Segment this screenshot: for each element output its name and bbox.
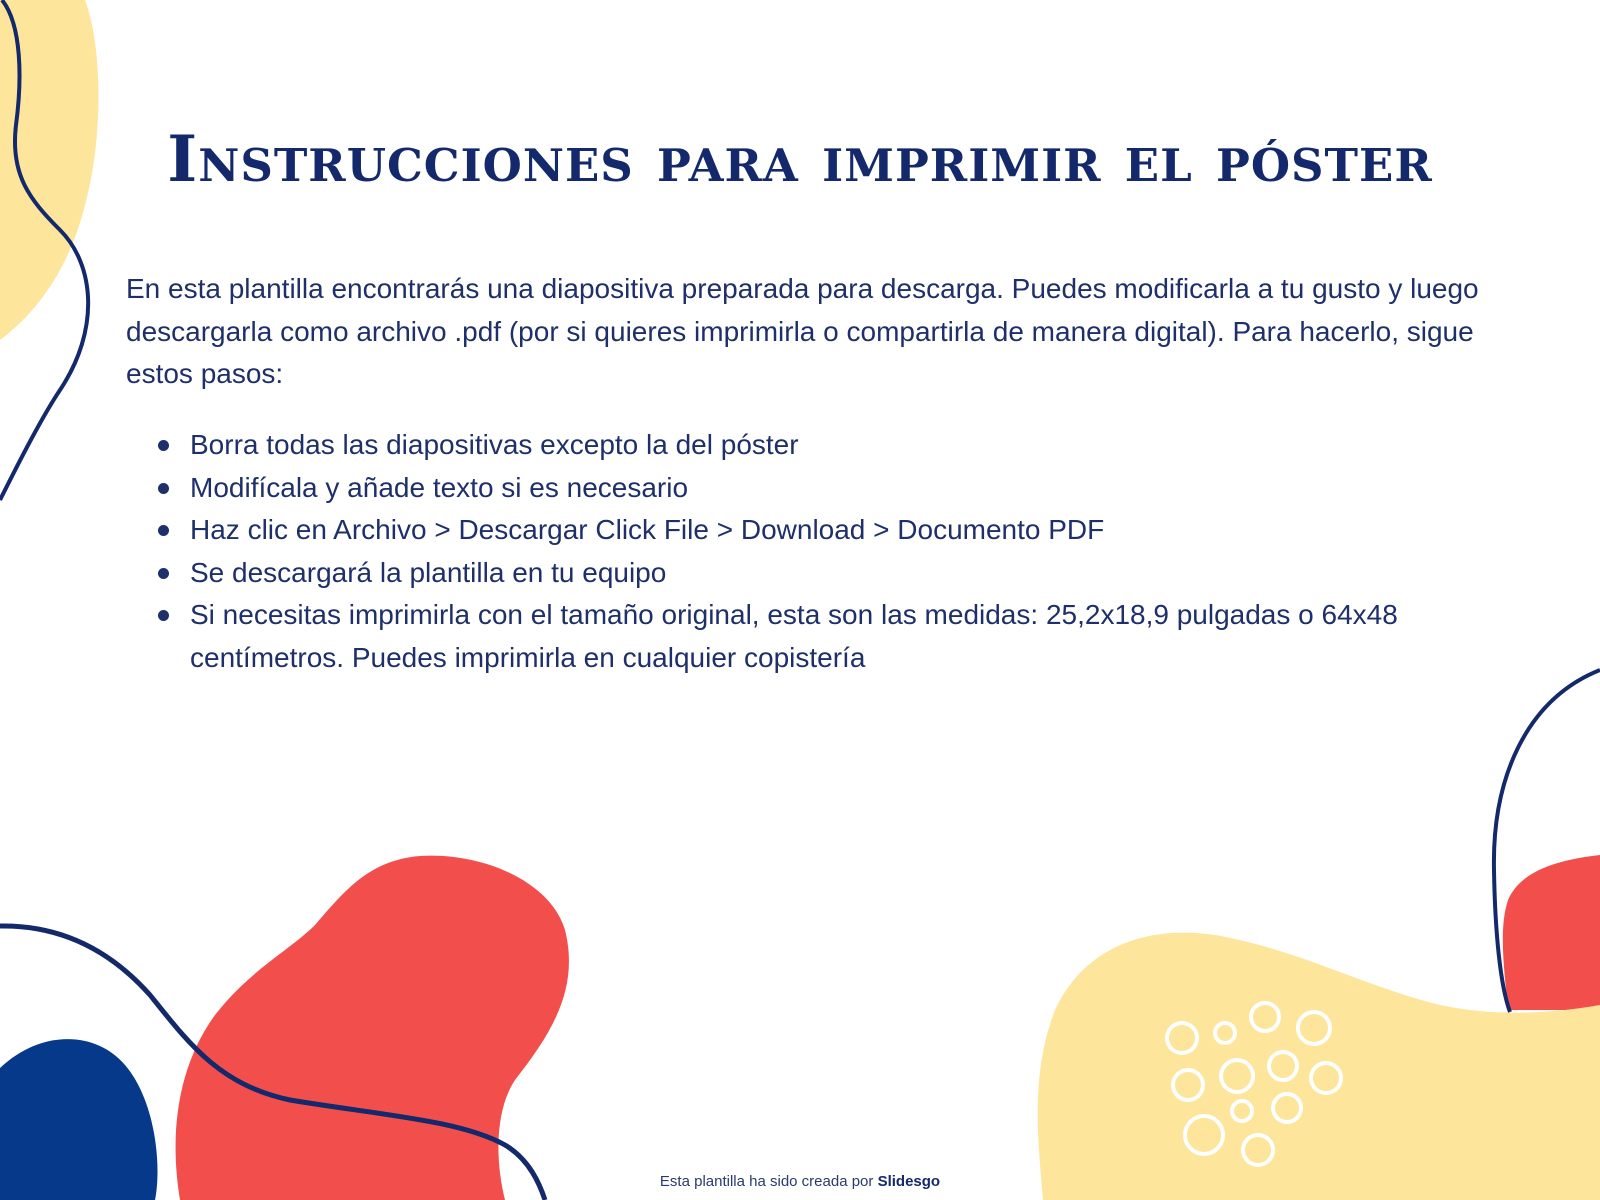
list-item-text: Modifícala y añade texto si es necesario xyxy=(190,471,689,503)
list-item-text: Borra todas las diapositivas excepto la del póster xyxy=(190,429,799,460)
footer-text: Esta plantilla ha sido creada por xyxy=(659,1173,878,1190)
bullet-icon xyxy=(158,568,169,579)
list-item-text: Si necesitas imprimirla con el tamaño original, esta son las medidas: 25,2x18,9 pulgadas o 64x48 centímetros. Puedes imprimirla en cualquier copistería xyxy=(190,599,1398,673)
bullet-icon xyxy=(158,440,169,451)
list-item xyxy=(126,509,1486,552)
bullet-icon xyxy=(158,483,169,494)
bullet-icon xyxy=(158,525,169,536)
list-item-text: Haz clic en Archivo > Descargar Click File > Download > Documento PDF xyxy=(190,514,1105,545)
list-item xyxy=(126,594,1486,679)
list-item xyxy=(126,424,1486,467)
list-item xyxy=(126,467,1486,510)
list-item-text: Se descargará la plantilla en tu equipo xyxy=(190,556,667,588)
list-item xyxy=(126,552,1486,595)
red-blob-bottom-right xyxy=(1503,855,1600,1010)
footer-brand-link[interactable]: Slidesgo xyxy=(877,1173,941,1190)
page-title: Instrucciones para imprimir el póster xyxy=(167,122,1433,197)
intro-paragraph: En esta plantilla encontrarás una diapositiva preparada para descarga. Puedes modificarla a tu gusto y luego descargarla como archivo .pdf (por si quieres imprimirla o compartirla de manera digital). Para hacerlo, sigue estos pasos: xyxy=(126,273,1479,389)
steps-list xyxy=(126,424,1486,679)
bullet-icon xyxy=(158,610,169,621)
footer-credit xyxy=(0,1173,1600,1190)
